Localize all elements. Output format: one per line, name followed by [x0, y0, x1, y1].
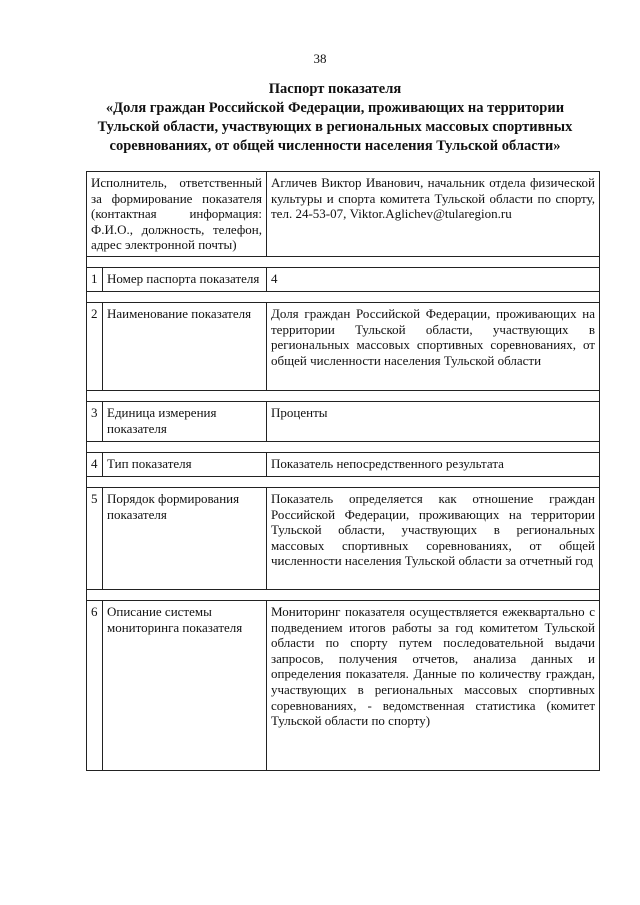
title-line-1: Паспорт показателя	[268, 81, 402, 97]
table-row	[87, 267, 600, 291]
row-number: 3	[87, 401, 103, 441]
row-name: Единица измерения показателя	[103, 401, 267, 441]
table-spacer	[87, 291, 600, 302]
table-row	[87, 302, 600, 390]
row-value: Показатель непосредственного результата	[267, 452, 600, 476]
executor-details: Агличев Виктор Иванович, начальник отдела физической культуры и спорта комитета Тульской области по спорту, тел. 24-53-07,	[271, 175, 595, 222]
row-value: Мониторинг показателя осуществляется ежеквартально с подведением итогов работы за год комитетом Тульской области по спорту путем последовательной выдачи запросов, получения отчетов, анализа данных и определения показателя. Данные по количеству граждан, участвующих в региональных массовых спортивных соревнованиях, - ведомственная статистика (комитет Тульской области по спорту)	[267, 600, 600, 770]
page-number: 38	[313, 51, 327, 66]
table-row	[87, 487, 600, 589]
row-value: Доля граждан Российской Федерации, проживающих на территории Тульской области, участвующих в региональных массовых спортивных соревнованиях, от общей численности населения Тульской области	[267, 302, 600, 390]
executor-label: Исполнитель, ответственный за формирование показателя (контактная информация: Ф.И.О., должность, телефон, адрес электронной почты)	[87, 172, 267, 257]
table-spacer	[87, 390, 600, 401]
title-line-2: «Доля граждан Российской Федерации, проживающих на территории	[105, 100, 565, 116]
row-number: 6	[87, 600, 103, 770]
row-name: Номер паспорта показателя	[103, 267, 267, 291]
executor-row	[87, 172, 600, 257]
row-value: Показатель определяется как отношение граждан Российской Федерации, проживающих на территории Тульской области, участвующих в региональных массовых спортивных соревнованиях, от общей численности населения Тульской области за отчетный год	[267, 487, 600, 589]
row-number: 2	[87, 302, 103, 390]
row-value: 4	[267, 267, 600, 291]
title-line-3: Тульской области, участвующих в региональных массовых спортивных	[97, 119, 573, 135]
row-name: Тип показателя	[103, 452, 267, 476]
executor-value	[267, 172, 600, 257]
document-title	[70, 80, 600, 156]
row-name: Порядок формирования показателя	[103, 487, 267, 589]
row-number: 5	[87, 487, 103, 589]
table-spacer	[87, 441, 600, 452]
row-value: Проценты	[267, 401, 600, 441]
table-spacer	[87, 256, 600, 267]
table-spacer	[87, 589, 600, 600]
row-number: 1	[87, 267, 103, 291]
row-name: Наименование показателя	[103, 302, 267, 390]
row-name: Описание системы мониторинга показателя	[103, 600, 267, 770]
table-row	[87, 600, 600, 770]
executor-email: Viktor.Aglichev@tularegion.ru	[349, 206, 512, 222]
table-spacer	[87, 476, 600, 487]
table-row	[87, 452, 600, 476]
indicator-passport-table	[86, 171, 600, 771]
title-line-4: соревнованиях, от общей численности населения Тульской области»	[109, 138, 561, 154]
table-row	[87, 401, 600, 441]
row-number: 4	[87, 452, 103, 476]
